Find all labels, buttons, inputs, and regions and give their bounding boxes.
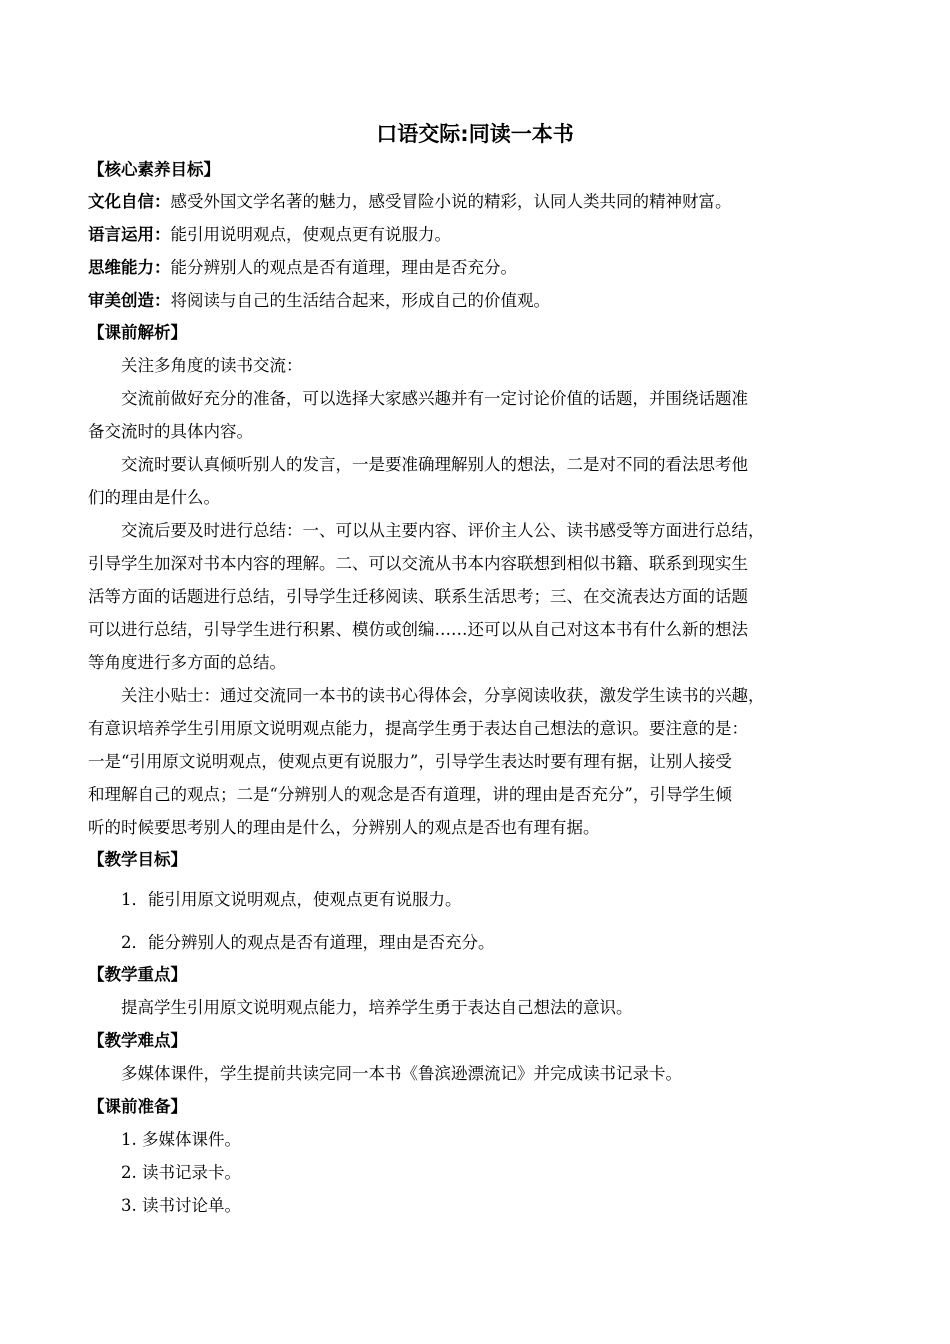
paragraph-line: 听的时候要思考别人的理由是什么，分辨别人的观点是否也有理有据。 <box>88 818 600 837</box>
page-title: 口语交际:同读一本书 <box>376 122 574 146</box>
list-item: 1．能引用原文说明观点，使观点更有说服力。 <box>121 890 462 909</box>
goal-line <box>88 291 550 311</box>
paragraph-line: 关注多角度的读书交流： <box>121 356 303 375</box>
heading-core-goals: 【核心素养目标】 <box>88 160 220 179</box>
goal-label: 文化自信： <box>88 192 171 211</box>
paragraph-line: 一是“引用原文说明观点，使观点更有说服力”，引导学生表达时要有理有据，让别人接受 <box>88 752 732 771</box>
paragraph-line: 有意识培养学生引用原文说明观点能力，提高学生勇于表达自己想法的意识。要注意的是： <box>88 719 748 738</box>
goal-line <box>88 225 451 245</box>
paragraph-line: 提高学生引用原文说明观点能力，培养学生勇于表达自己想法的意识。 <box>121 998 633 1017</box>
goal-text: 将阅读与自己的生活结合起来，形成自己的价值观。 <box>170 291 550 310</box>
heading-pre-analysis: 【课前解析】 <box>88 323 187 342</box>
goal-line <box>88 192 732 212</box>
heading-preparation: 【课前准备】 <box>88 1097 187 1116</box>
paragraph-line: 多媒体课件，学生提前共读完同一本书《鲁滨逊漂流记》并完成读书记录卡。 <box>121 1064 682 1083</box>
paragraph-line: 引导学生加深对书本内容的理解。二、可以交流从书本内容联想到相似书籍、联系到现实生 <box>88 554 748 573</box>
goal-text: 感受外国文学名著的魅力，感受冒险小说的精彩，认同人类共同的精神财富。 <box>170 192 732 211</box>
heading-teaching-goals: 【教学目标】 <box>88 850 187 869</box>
list-item: 3. 读书讨论单。 <box>121 1196 241 1215</box>
list-item: 2．能分辨别人的观点是否有道理，理由是否充分。 <box>121 933 495 952</box>
paragraph-line: 可以进行总结，引导学生进行积累、模仿或创编……还可以从自己对这本书有什么新的想法 <box>88 620 748 639</box>
heading-key-points: 【教学重点】 <box>88 965 187 984</box>
paragraph-line: 们的理由是什么。 <box>88 488 220 507</box>
list-item: 1. 多媒体课件。 <box>121 1130 241 1149</box>
goal-text: 能分辨别人的观点是否有道理，理由是否充分。 <box>170 258 517 277</box>
paragraph-line: 交流时要认真倾听别人的发言，一是要准确理解别人的想法，二是对不同的看法思考他 <box>121 455 748 474</box>
goal-line <box>88 258 517 278</box>
goal-label: 思维能力： <box>88 258 171 277</box>
paragraph-line: 交流前做好充分的准备，可以选择大家感兴趣并有一定讨论价值的话题，并围绕话题准 <box>121 389 748 408</box>
paragraph-line: 关注小贴士：通过交流同一本书的读书心得体会，分享阅读收获，激发学生读书的兴趣， <box>121 686 765 705</box>
goal-label: 语言运用： <box>88 225 171 244</box>
goal-label: 审美创造： <box>88 291 171 310</box>
goal-text: 能引用说明观点，使观点更有说服力。 <box>170 225 451 244</box>
heading-difficulties: 【教学难点】 <box>88 1031 187 1050</box>
paragraph-line: 活等方面的话题进行总结，引导学生迁移阅读、联系生活思考；三、在交流表达方面的话题 <box>88 587 748 606</box>
paragraph-line: 交流后要及时进行总结：一、可以从主要内容、评价主人公、读书感受等方面进行总结， <box>121 521 765 540</box>
list-item: 2. 读书记录卡。 <box>121 1163 241 1182</box>
paragraph-line: 和理解自己的观点；二是“分辨别人的观念是否有道理，讲的理由是否充分”，引导学生倾 <box>88 785 732 804</box>
paragraph-line: 备交流时的具体内容。 <box>88 422 253 441</box>
paragraph-line: 等角度进行多方面的总结。 <box>88 653 286 672</box>
